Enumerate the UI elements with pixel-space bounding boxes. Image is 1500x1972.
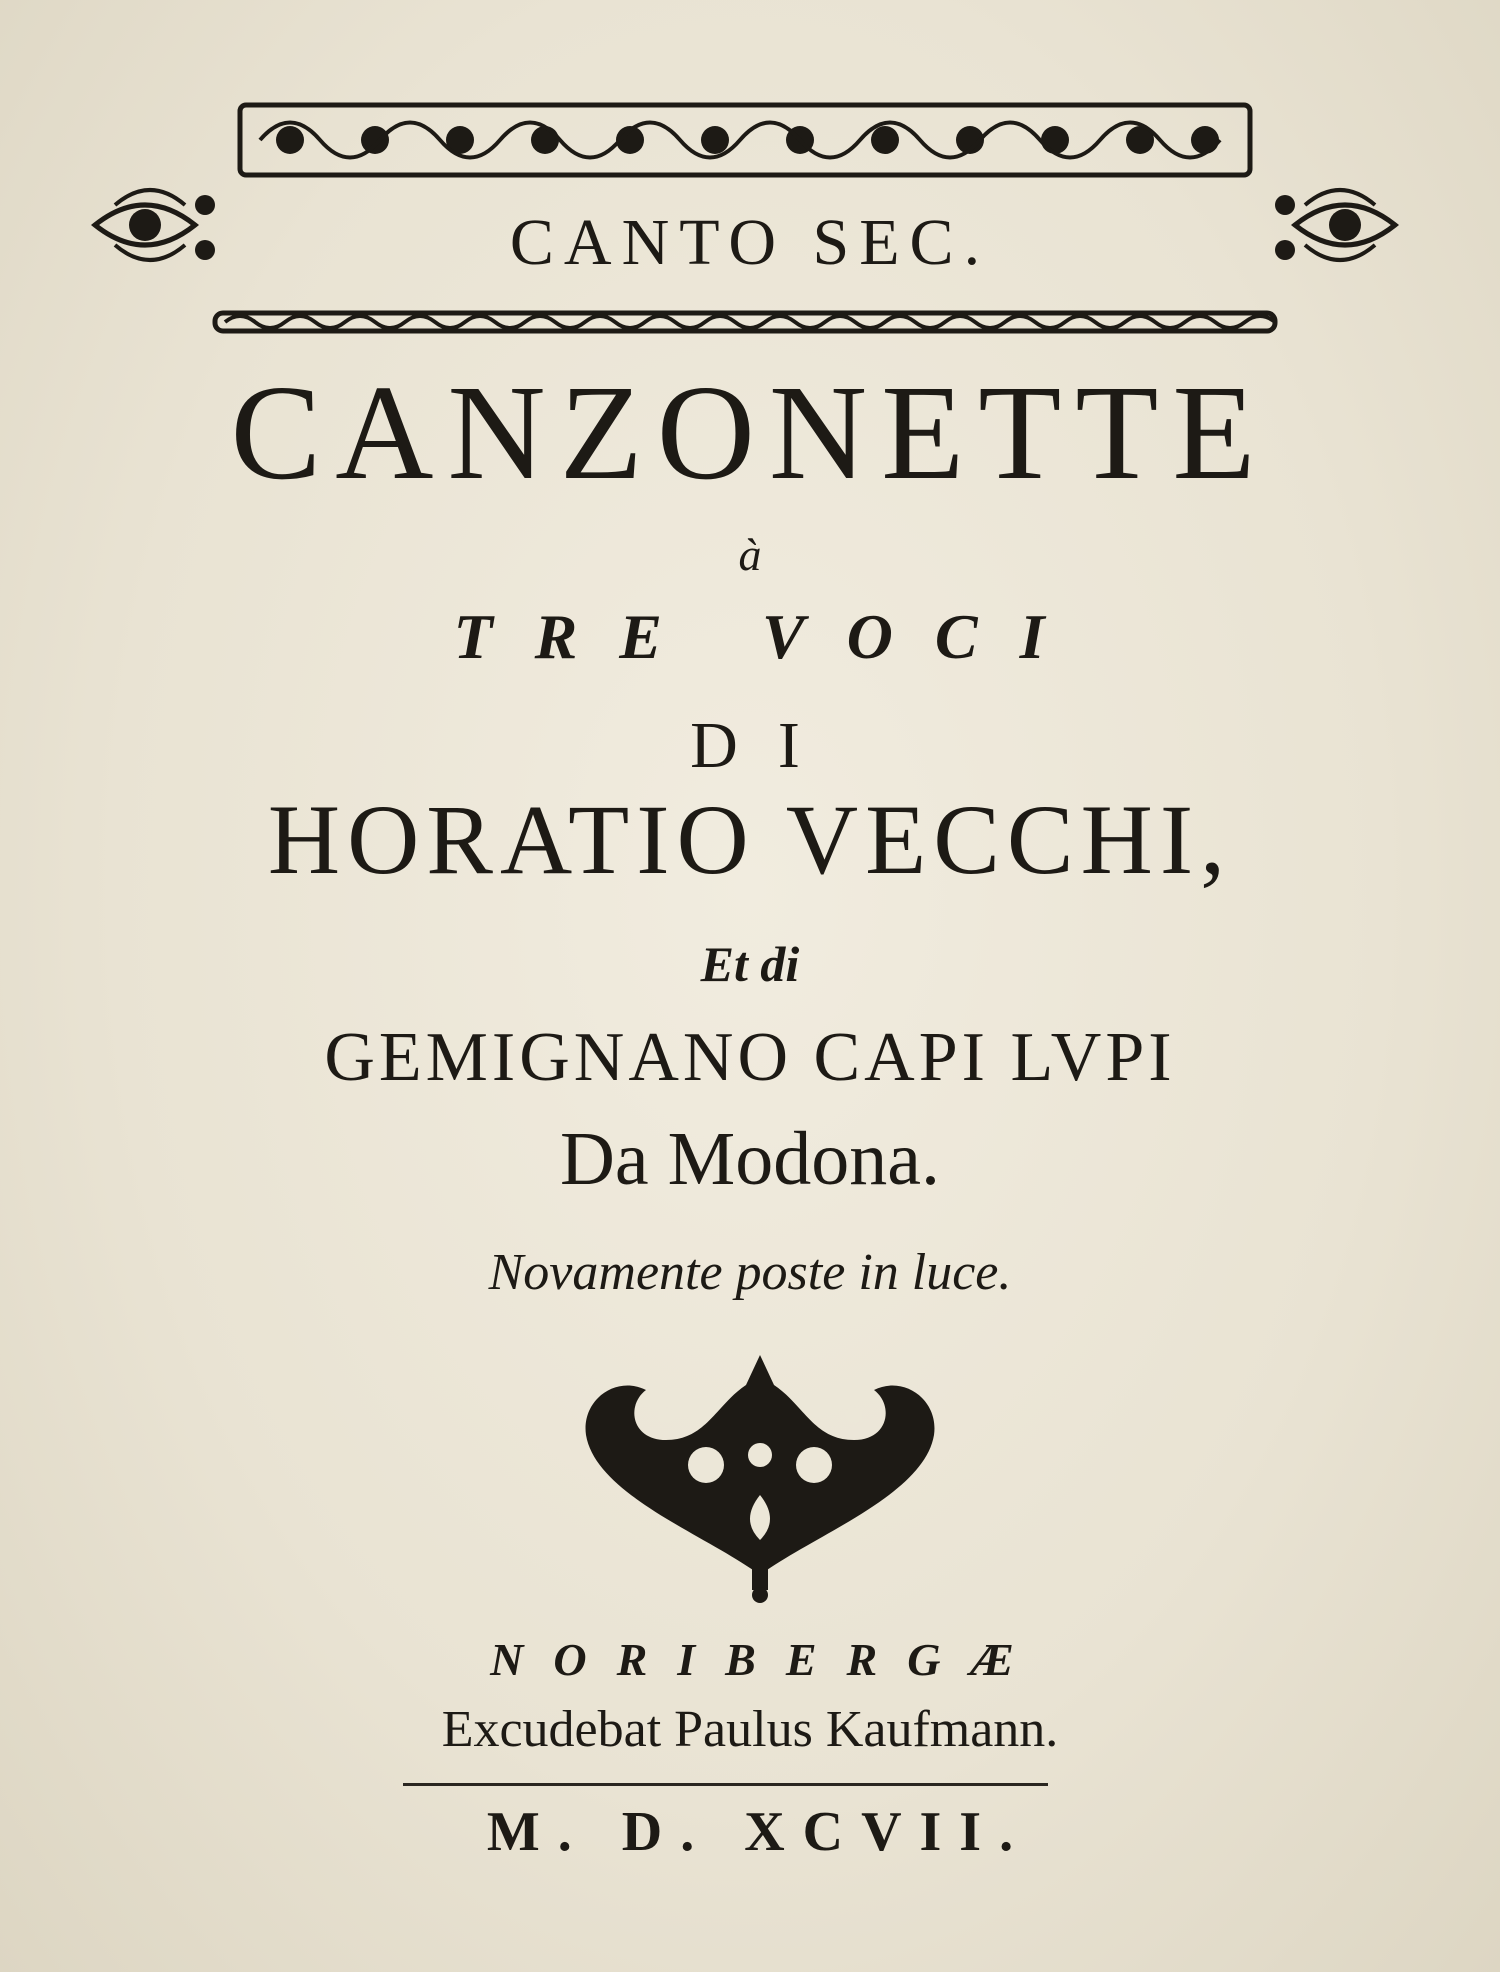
publication-year: M. D. XCVII. <box>486 1801 1032 1863</box>
imprint-city: NORIBERGÆ <box>490 1634 1044 1685</box>
printer-line: Excudebat Paulus Kaufmann. <box>441 1701 1059 1758</box>
main-title: CANZONETTE <box>230 358 1270 508</box>
fleuron-ornament-icon <box>556 1345 964 1605</box>
voice-part-label: CANTO SEC. <box>509 206 991 279</box>
divider-rule <box>403 1783 1048 1786</box>
and-by-label: Et di <box>700 936 800 992</box>
place-of-origin: Da Modona. <box>560 1117 940 1201</box>
subtitle: TRE VOCI <box>453 601 1087 672</box>
publication-note: Novamente poste in luce. <box>488 1244 1012 1301</box>
by-label: DI <box>690 709 840 782</box>
composer-name-1: HORATIO VECCHI, <box>267 784 1233 895</box>
composer-name-2: GEMIGNANO CAPI LVPI <box>324 1019 1176 1096</box>
preposition: à <box>738 529 762 580</box>
